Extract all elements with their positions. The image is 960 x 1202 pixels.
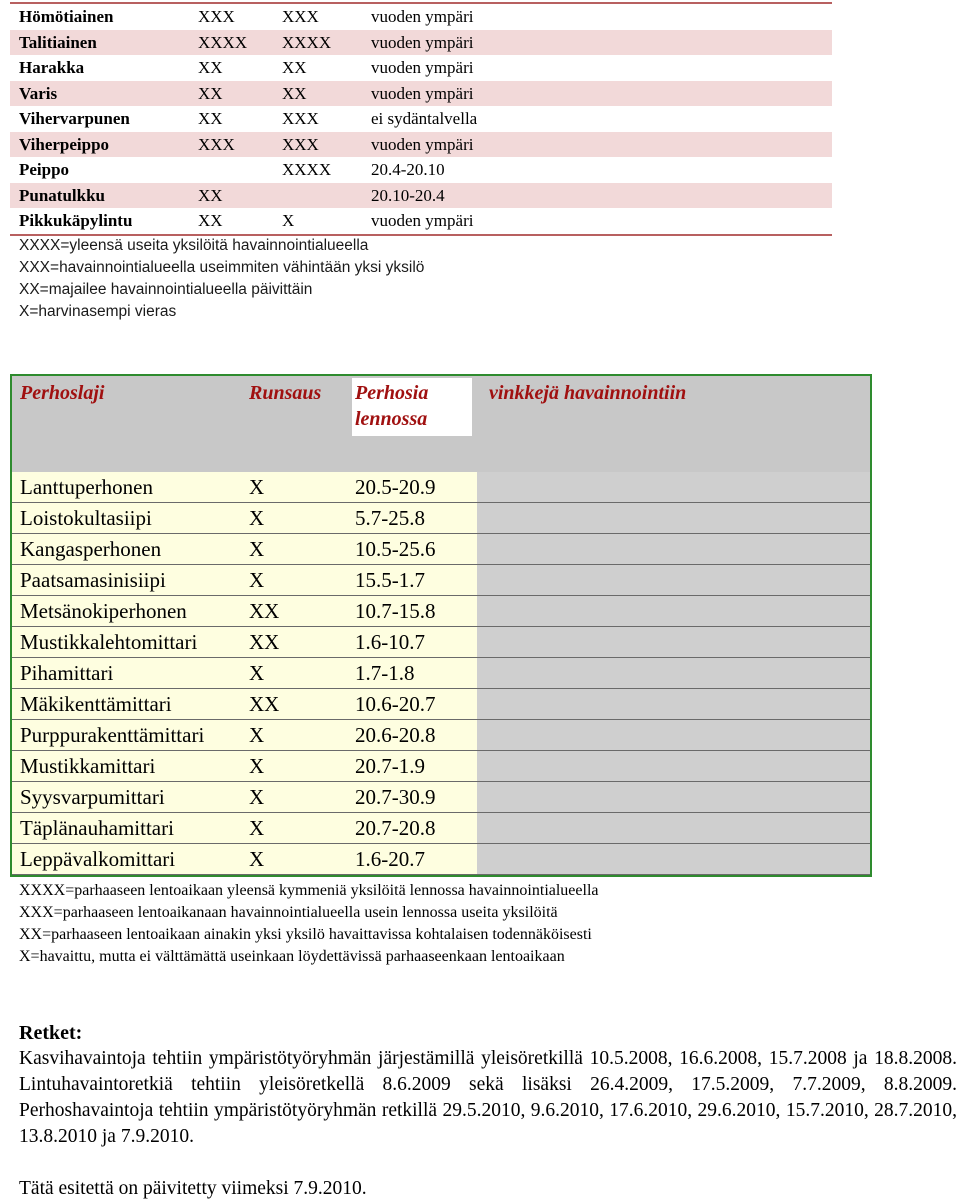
bird-name: Peippo <box>19 160 70 179</box>
bird-abundance-1: XXX <box>198 134 235 154</box>
butterfly-name: Lanttuperhonen <box>20 475 153 499</box>
bird-name: Varis <box>19 83 58 103</box>
table-row <box>12 813 870 844</box>
table-row <box>12 596 870 627</box>
butterfly-abundance: X <box>249 475 265 499</box>
butterfly-dates: 20.7-1.9 <box>355 754 425 778</box>
butterfly-dates: 20.7-30.9 <box>355 785 436 809</box>
bird-name: Hömötiainen <box>19 7 114 26</box>
butterfly-name: Mustikkamittari <box>20 754 156 778</box>
bird-abundance-1: XX <box>198 83 223 103</box>
butterfly-name: Metsänokiperhonen <box>20 599 187 623</box>
butterfly-dates: 10.5-25.6 <box>355 537 436 561</box>
bird-abundance-1: XX <box>198 58 223 77</box>
table-row <box>10 132 832 158</box>
butterfly-abundance: X <box>249 785 265 809</box>
butterfly-abundance: X <box>249 661 265 685</box>
header-flying <box>355 380 428 432</box>
excursions-section <box>19 1020 957 1150</box>
table-row <box>12 751 870 782</box>
table-row <box>10 30 832 56</box>
butterfly-abundance: XX <box>249 630 280 654</box>
bird-abundance-1: XXXX <box>198 32 248 52</box>
bird-abundance-2: X <box>282 211 295 230</box>
butterfly-abundance: X <box>249 847 265 871</box>
table-row <box>12 844 870 875</box>
table-row <box>10 4 832 30</box>
butterfly-dates: 10.7-15.8 <box>355 599 436 623</box>
legend-line: XXX=havainnointialueella useimmiten vähintään yksi yksilö <box>19 259 425 276</box>
butterfly-abundance: X <box>249 816 265 840</box>
table-row <box>12 627 870 658</box>
butterfly-abundance: X <box>249 537 265 561</box>
bird-season: vuoden ympäri <box>371 58 474 77</box>
bird-abundance-1: XX <box>198 211 223 230</box>
butterfly-abundance: X <box>249 506 265 530</box>
butterfly-name: Paatsamasinisiipi <box>20 568 166 592</box>
butterfly-name: Purppurakenttämittari <box>20 723 205 747</box>
table-row <box>10 81 832 107</box>
bird-abundance-1: XXX <box>198 7 235 26</box>
butterfly-dates: 20.7-20.8 <box>355 816 436 840</box>
header-tips: vinkkejä havainnointiin <box>489 382 687 404</box>
legend-line: XX=majailee havainnointialueella päivittäin <box>19 281 313 298</box>
header-flying-line1: Perhosia <box>355 382 429 404</box>
butterfly-rows <box>12 472 870 875</box>
butterfly-dates: 1.6-20.7 <box>355 847 425 871</box>
bird-season: vuoden ympäri <box>371 83 474 103</box>
bird-abundance-2: XX <box>282 83 307 103</box>
bird-season: vuoden ympäri <box>371 32 474 52</box>
table-row <box>10 106 832 132</box>
butterfly-abundance: X <box>249 754 265 778</box>
legend-line: XXXX=yleensä useita yksilöitä havainnointialueella <box>19 237 369 254</box>
bird-name: Pikkukäpylintu <box>19 211 133 230</box>
bird-season: 20.4-20.10 <box>371 160 445 179</box>
legend-line: XX=parhaaseen lentoaikaan ainakin yksi yksilö havaittavissa kohtalaisen todennäköisesti <box>19 926 592 943</box>
excursions-heading: Retket: <box>19 1022 83 1044</box>
butterfly-name: Leppävalkomittari <box>20 847 176 871</box>
butterfly-table <box>10 374 872 877</box>
butterfly-legend <box>19 880 599 968</box>
legend-line: XXXX=parhaaseen lentoaikaan yleensä kymmeniä yksilöitä lennossa havainnointialueella <box>19 882 599 899</box>
bird-name: Vihervarpunen <box>19 109 130 128</box>
butterfly-dates: 5.7-25.8 <box>355 506 425 530</box>
bird-abundance-2: XXXX <box>282 160 332 179</box>
bird-abundance-2: XXX <box>282 7 319 26</box>
butterfly-name: Mustikkalehtomittari <box>20 630 198 654</box>
bird-abundance-2: XX <box>282 58 307 77</box>
header-abundance: Runsaus <box>249 382 322 404</box>
table-row <box>12 658 870 689</box>
butterfly-name: Mäkikenttämittari <box>20 692 172 716</box>
bird-table <box>10 2 832 236</box>
bird-legend <box>19 235 424 323</box>
butterfly-name: Loistokultasiipi <box>20 506 152 530</box>
butterfly-abundance: X <box>249 723 265 747</box>
bird-abundance-1: XX <box>198 185 223 205</box>
bird-abundance-2: XXXX <box>282 32 332 52</box>
bird-season: vuoden ympäri <box>371 134 474 154</box>
bird-abundance-2: XXX <box>282 134 319 154</box>
butterfly-name: Täplänauhamittari <box>20 816 174 840</box>
table-row <box>12 720 870 751</box>
butterfly-name: Pihamittari <box>20 661 114 685</box>
bird-season: vuoden ympäri <box>371 211 474 230</box>
header-species: Perhoslaji <box>20 382 105 404</box>
table-row <box>12 534 870 565</box>
bird-season: ei sydäntalvella <box>371 109 478 128</box>
butterfly-dates: 1.7-1.8 <box>355 661 415 685</box>
last-updated-note: Tätä esitettä on päivitetty viimeksi 7.9.2010. <box>19 1178 367 1199</box>
butterfly-dates: 20.5-20.9 <box>355 475 436 499</box>
butterfly-abundance: X <box>249 568 265 592</box>
table-row <box>10 183 832 209</box>
butterfly-dates: 1.6-10.7 <box>355 630 425 654</box>
table-row <box>12 472 870 503</box>
bird-season: 20.10-20.4 <box>371 185 445 205</box>
table-row <box>12 782 870 813</box>
bird-name: Punatulkku <box>19 185 105 205</box>
butterfly-abundance: XX <box>249 599 280 623</box>
legend-line: XXX=parhaaseen lentoaikanaan havainnointialueella usein lennossa useita yksilöitä <box>19 904 558 921</box>
butterfly-abundance: XX <box>249 692 280 716</box>
legend-line: X=havaittu, mutta ei välttämättä useinkaan löydettävissä parhaaseenkaan lentoaikaan <box>19 948 565 965</box>
bird-abundance-2: XXX <box>282 109 319 128</box>
table-row <box>10 157 832 183</box>
butterfly-name: Kangasperhonen <box>20 537 162 561</box>
bird-season: vuoden ympäri <box>371 7 474 26</box>
table-row <box>12 689 870 720</box>
excursions-text: Kasvihavaintoja tehtiin ympäristötyöryhmän järjestämillä yleisöretkillä 10.5.2008, 16.6.2008, 15.7.2008 ja 18.8.2008. Lintuhavaintoretkiä tehtiin yleisöretkellä 8.6.2009 sekä lisäksi 26.4.2009, 17.5.2009, 7.7.2009, 8.8.2009. Perhoshavaintoja tehtiin ympäristötyöryhmän retkillä 29.5.2010, 9.6.2010, 17.6.2010, 29.6.2010, 15.7.2010, 28.7.2010, 13.8.2010 ja 7.9.2010. <box>19 1048 957 1147</box>
header-flying-line2: lennossa <box>355 408 428 430</box>
bird-abundance-1: XX <box>198 109 223 128</box>
bird-name: Talitiainen <box>19 32 97 52</box>
table-row <box>10 55 832 81</box>
table-row <box>12 565 870 596</box>
bird-name: Viherpeippo <box>19 134 110 154</box>
legend-line: X=harvinasempi vieras <box>19 303 177 320</box>
bird-name: Harakka <box>19 58 85 77</box>
butterfly-dates: 20.6-20.8 <box>355 723 436 747</box>
table-row <box>12 503 870 534</box>
butterfly-table-header <box>12 376 870 474</box>
butterfly-dates: 10.6-20.7 <box>355 692 436 716</box>
butterfly-dates: 15.5-1.7 <box>355 568 425 592</box>
butterfly-name: Syysvarpumittari <box>20 785 165 809</box>
table-row <box>10 208 832 234</box>
